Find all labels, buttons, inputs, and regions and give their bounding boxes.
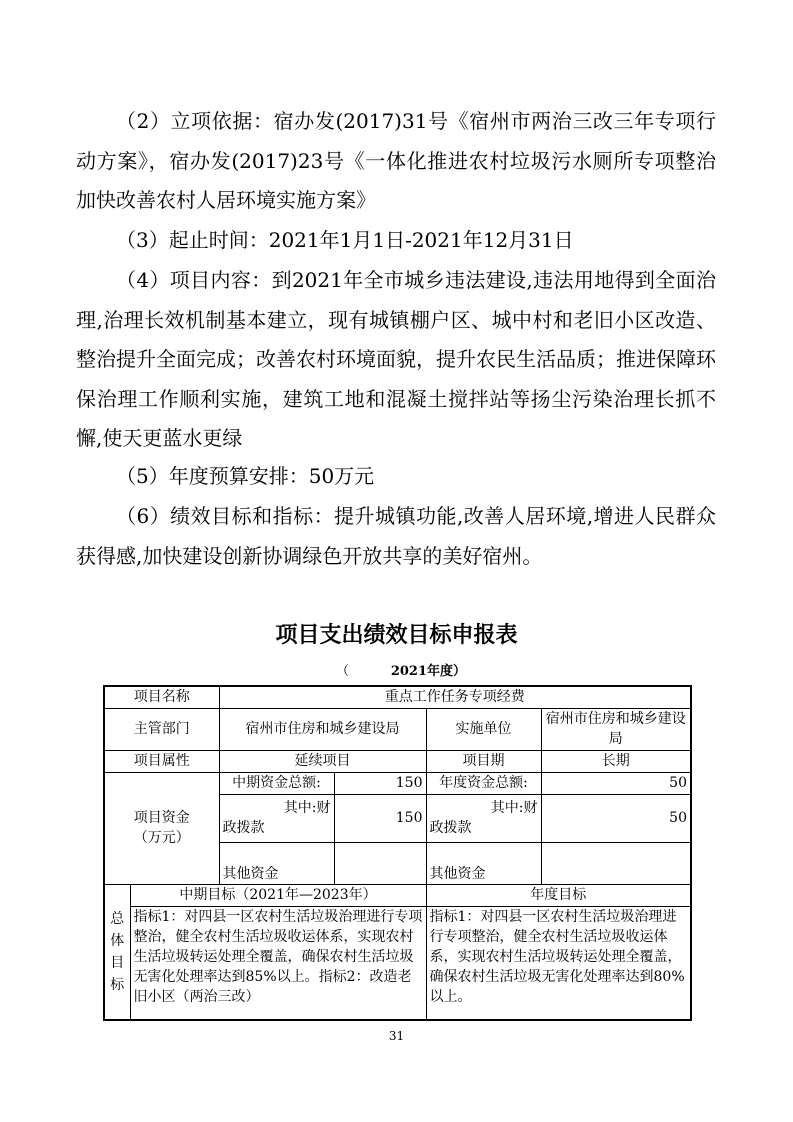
mid-fiscal-label	[219, 794, 334, 842]
impl-label: 实施单位	[426, 708, 541, 750]
page-number: 31	[388, 1029, 405, 1043]
annual-fiscal-label-a: 其中:财	[490, 800, 538, 816]
paragraph-goals: （6）绩效目标和指标：提升城镇功能,改善人居环境,增进人民群众获得感,加快建设创新协调绿色开放共享的美好宿州。	[76, 504, 716, 568]
attr-value: 延续项目	[219, 750, 426, 772]
year-open-paren: （	[336, 664, 350, 679]
goal-label-char: 总	[110, 910, 125, 927]
project-name-value: 重点工作任务专项经费	[219, 686, 691, 708]
annual-total-value: 50	[541, 772, 691, 794]
table-year	[336, 660, 466, 679]
mid-fiscal-label-a: 其中:财	[283, 800, 331, 816]
mid-other-value	[334, 842, 426, 884]
funds-label-line1: 项目资金	[133, 810, 190, 826]
mid-other-label: 其他资金	[219, 842, 334, 884]
mid-fiscal-value: 150	[334, 794, 426, 842]
paragraph-content: （4）项目内容：到2021年全市城乡违法建设,违法用地得到全面治理,治理长效机制基本建立，现有城镇棚户区、城中村和老旧小区改造、整治提升全面完成；改善农村环境面貌，提升农民生活品质；推进保障环保治理工作顺利实施，建筑工地和混凝土搅拌站等扬尘污染治理长抓不懈,使天更蓝水更绿	[76, 268, 716, 451]
goal-label-char: 目	[110, 954, 125, 971]
mid-goal-text: 指标1：对四县一区农村生活垃圾治理进行专项整治，健全农村生活垃圾收运体系，实现农村生活垃圾转运处理全覆盖，确保农村生活垃圾无害化处理率达到85%以上。指标2：改造老旧小区（两治三改）	[130, 906, 426, 1020]
paragraph-period: （3）起止时间：2021年1月1日-2021年12月31日	[116, 228, 574, 252]
period-label: 项目期	[426, 750, 541, 772]
annual-fiscal-value: 50	[541, 794, 691, 842]
paragraph-budget: （5）年度预算安排：50万元	[116, 464, 375, 488]
dept-value: 宿州市住房和城乡建设局	[219, 708, 426, 750]
annual-total-label: 年度资金总额:	[426, 772, 541, 794]
impl-value: 宿州市住房和城乡建设局	[541, 708, 691, 750]
mid-fiscal-label-b: 政拨款	[222, 820, 265, 836]
dept-label: 主管部门	[104, 708, 219, 750]
goal-label	[104, 884, 130, 1020]
annual-goal-text: 指标1：对四县一区农村生活垃圾治理进行专项整治，健全农村生活垃圾收运体系，实现农村生活垃圾转运处理全覆盖，确保农村生活垃圾无害化处理率达到80%以上。	[426, 906, 691, 1020]
year-value: 2021年度）	[390, 664, 466, 679]
goal-label-char: 体	[110, 932, 125, 949]
period-value: 长期	[541, 750, 691, 772]
annual-other-value	[541, 842, 691, 884]
funds-label-line2: （万元）	[133, 830, 190, 846]
performance-table	[103, 685, 692, 1021]
table-title: 项目支出绩效目标申报表	[275, 623, 518, 648]
mid-total-value: 150	[334, 772, 426, 794]
paragraph-basis: （2）立项依据：宿办发(2017)31号《宿州市两治三改三年专项行动方案》，宿办发(2017)23号《一体化推进农村垃圾污水厕所专项整治加快改善农村人居环境实施方案》	[76, 109, 716, 213]
funds-label	[104, 772, 219, 884]
goal-label-char: 标	[110, 976, 125, 993]
project-name-label: 项目名称	[104, 686, 219, 708]
annual-fiscal-label	[426, 794, 541, 842]
mid-goal-header: 中期目标（2021年—2023年）	[130, 884, 426, 906]
attr-label: 项目属性	[104, 750, 219, 772]
annual-goal-header: 年度目标	[426, 884, 691, 906]
annual-other-label: 其他资金	[426, 842, 541, 884]
annual-fiscal-label-b: 政拨款	[429, 820, 472, 836]
mid-total-label: 中期资金总额:	[219, 772, 334, 794]
